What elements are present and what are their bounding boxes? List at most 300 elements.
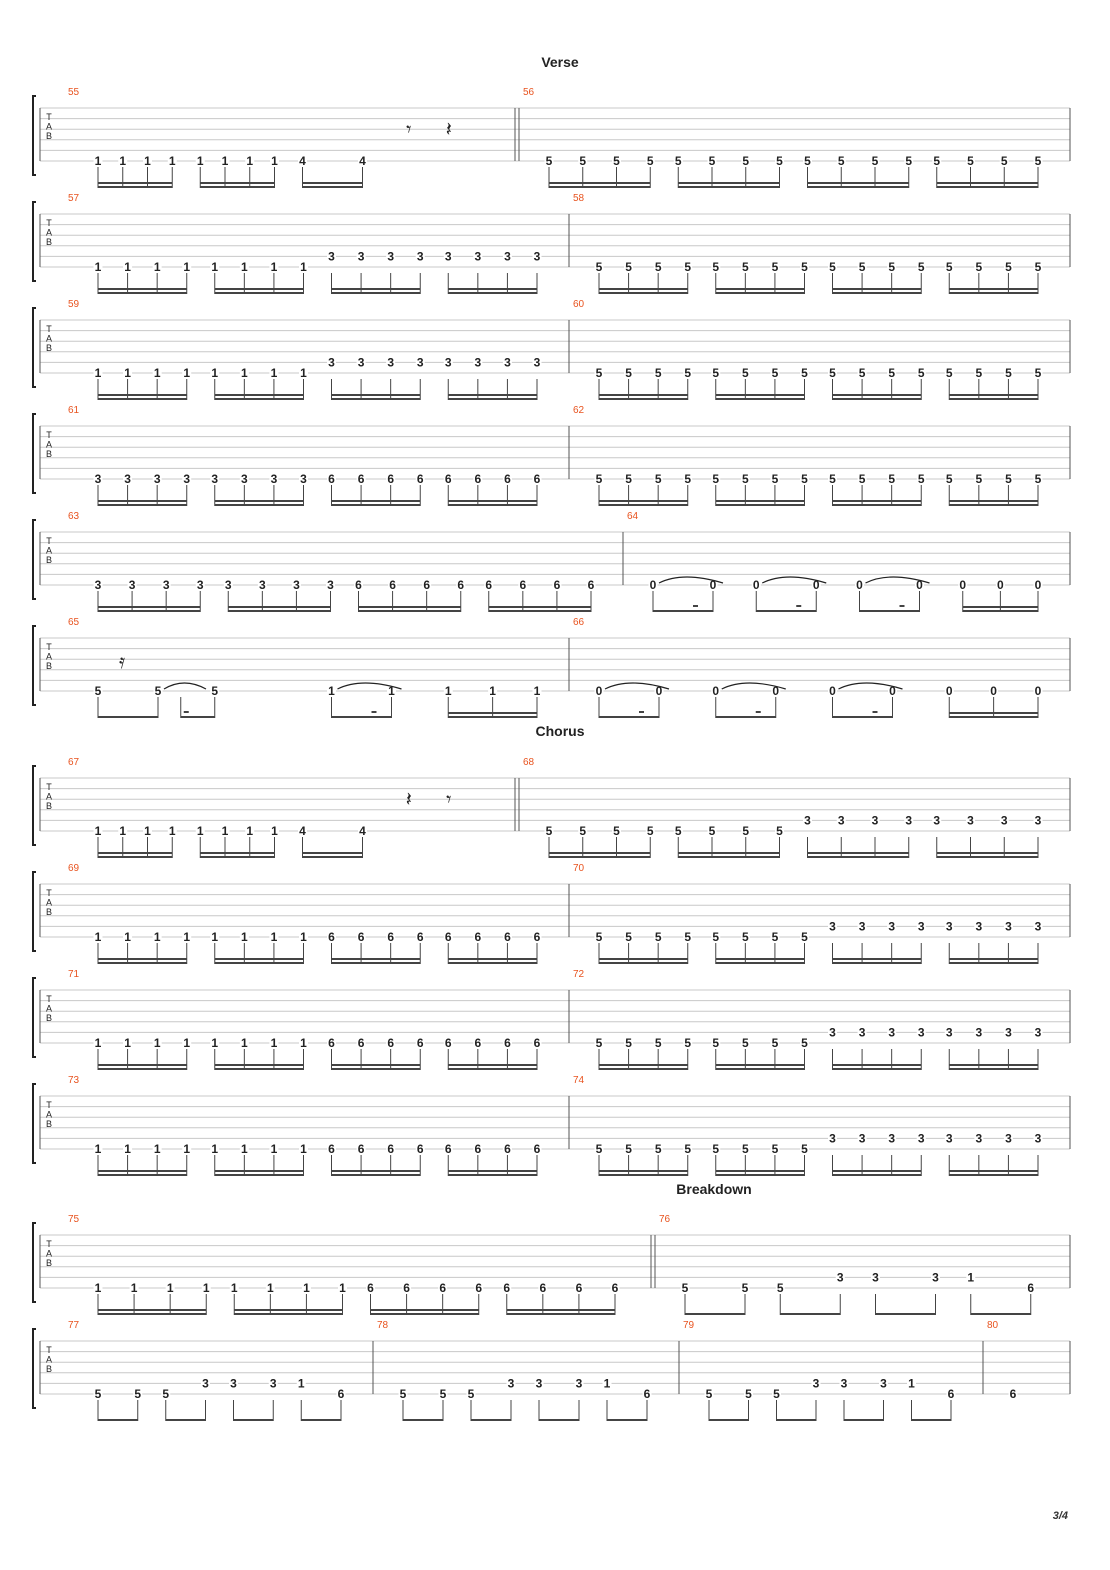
beam — [949, 398, 1038, 400]
fret-number: 0 — [856, 578, 863, 592]
fret-number: 5 — [917, 472, 925, 486]
fret-number: 1 — [94, 366, 102, 380]
beam — [949, 1068, 1038, 1070]
fret-number: 5 — [858, 366, 866, 380]
fret-number: 5 — [94, 684, 102, 698]
fret-number: 5 — [742, 824, 750, 838]
tab-clef-letter: B — [45, 907, 53, 917]
fret-number: 1 — [211, 1142, 219, 1156]
fret-number: 5 — [684, 930, 692, 944]
beam — [833, 716, 893, 718]
beam — [716, 1170, 805, 1172]
bar-number: 73 — [68, 1075, 80, 1086]
beam — [228, 606, 330, 608]
bar-number: 59 — [68, 299, 80, 310]
fret-number: 5 — [801, 1036, 808, 1050]
fret-number: 5 — [162, 1387, 170, 1401]
fret-number: 1 — [300, 930, 307, 944]
beam — [448, 712, 537, 714]
beam — [833, 958, 922, 960]
fret-number: 5 — [1034, 154, 1042, 168]
beam — [303, 186, 363, 188]
beam — [780, 1313, 840, 1315]
fret-number: 1 — [211, 1036, 219, 1050]
beam — [215, 398, 304, 400]
beam — [808, 856, 909, 858]
tab-clef-letter: A — [45, 791, 53, 802]
fret-number: 3 — [858, 1131, 866, 1146]
beam — [448, 288, 537, 290]
fret-number: 3 — [328, 355, 335, 370]
system-bracket — [33, 626, 36, 705]
beam — [215, 1064, 304, 1066]
tab-clef-letter: B — [45, 237, 53, 247]
beam-stub — [372, 711, 377, 713]
beam — [228, 610, 330, 612]
beam — [215, 1068, 304, 1070]
fret-number: 5 — [801, 930, 808, 944]
fret-number: 3 — [1034, 813, 1042, 828]
fret-number: 6 — [1009, 1387, 1017, 1401]
bar-number: 65 — [68, 617, 80, 628]
fret-number: 3 — [224, 578, 232, 592]
fret-number: 5 — [646, 824, 654, 838]
fret-number: 5 — [776, 154, 783, 168]
beam — [716, 962, 805, 964]
beam — [599, 292, 688, 294]
beam — [332, 500, 421, 502]
fret-number: 1 — [246, 154, 254, 168]
bar-number: 62 — [573, 405, 585, 416]
fret-number: 1 — [144, 154, 151, 168]
system-bracket — [33, 96, 36, 175]
fret-number: 5 — [771, 1142, 779, 1156]
beam — [860, 610, 920, 612]
fret-number: 5 — [646, 154, 654, 168]
beam-stub — [796, 605, 801, 607]
beam — [181, 716, 215, 718]
fret-number: 6 — [504, 1036, 511, 1050]
fret-number: 5 — [804, 154, 811, 168]
bar-number: 78 — [377, 1320, 389, 1331]
beam — [833, 394, 922, 396]
fret-number: 5 — [745, 1387, 752, 1401]
fret-number: 1 — [240, 260, 248, 274]
fret-number: 5 — [771, 260, 779, 274]
beam — [549, 856, 650, 858]
fret-number: 1 — [168, 824, 176, 838]
fret-number: 1 — [270, 930, 278, 944]
fret-number: 5 — [741, 1036, 749, 1050]
bar-number: 77 — [68, 1320, 80, 1331]
tab-clef-letter: A — [45, 1109, 53, 1120]
system-bracket — [33, 414, 36, 493]
tie — [164, 683, 206, 689]
beam — [716, 1068, 805, 1070]
fret-number: 5 — [625, 366, 632, 380]
beam — [448, 1170, 537, 1172]
fret-number: 3 — [202, 1376, 209, 1391]
tab-clef-letter: T — [46, 536, 52, 546]
fret-number: 3 — [804, 813, 811, 828]
tab-clef-letter: A — [45, 333, 53, 344]
beam — [912, 1419, 952, 1421]
beam — [607, 1419, 647, 1421]
fret-number: 1 — [124, 930, 131, 944]
fret-number: 0 — [889, 684, 896, 698]
beam — [98, 394, 187, 396]
fret-number: 3 — [504, 355, 511, 370]
fret-number: 4 — [359, 154, 366, 168]
fret-number: 3 — [858, 919, 866, 934]
beam — [489, 606, 591, 608]
beam — [489, 610, 591, 612]
beam — [833, 292, 922, 294]
tab-system — [33, 1320, 1070, 1421]
fret-number: 5 — [654, 260, 662, 274]
beam — [215, 1174, 304, 1176]
fret-number: 3 — [196, 578, 204, 592]
beam — [98, 398, 187, 400]
fret-number: 1 — [240, 1036, 248, 1050]
fret-number: 1 — [444, 684, 452, 698]
fret-number: 5 — [945, 260, 953, 274]
fret-number: 1 — [196, 824, 204, 838]
fret-number: 5 — [705, 1387, 713, 1401]
fret-number: 5 — [712, 1036, 720, 1050]
fret-number: 5 — [888, 260, 896, 274]
fret-number: 1 — [168, 154, 176, 168]
fret-number: 1 — [270, 1036, 278, 1050]
fret-number: 5 — [1000, 154, 1008, 168]
fret-number: 6 — [328, 472, 335, 486]
fret-number: 3 — [905, 813, 913, 828]
beam — [332, 1068, 421, 1070]
fret-number: 3 — [917, 1025, 925, 1040]
fret-number: 1 — [266, 1281, 274, 1295]
fret-number: 3 — [858, 1025, 866, 1040]
fret-number: 5 — [741, 472, 749, 486]
fret-number: 3 — [829, 1025, 836, 1040]
beam — [833, 288, 922, 290]
fret-number: 5 — [801, 366, 808, 380]
fret-number: 1 — [270, 260, 278, 274]
tab-system — [33, 617, 1070, 718]
fret-number: 5 — [134, 1387, 142, 1401]
fret-number: 1 — [183, 1036, 191, 1050]
section-label: Breakdown — [676, 1181, 752, 1197]
beam — [98, 504, 187, 506]
fret-number: 5 — [654, 1142, 662, 1156]
fret-number: 5 — [829, 472, 836, 486]
beam — [332, 288, 421, 290]
beam — [98, 288, 187, 290]
fret-number: 0 — [1034, 684, 1042, 698]
fret-number: 3 — [153, 472, 161, 486]
bar-number: 75 — [68, 1214, 80, 1225]
tab-clef-letter: A — [45, 227, 53, 238]
fret-number: 1 — [130, 1281, 138, 1295]
tab-system — [33, 1075, 1070, 1176]
tab-clef-letter: T — [46, 430, 52, 440]
bar-number: 67 — [68, 757, 80, 768]
fret-number: 5 — [933, 154, 941, 168]
tab-system — [33, 723, 1070, 858]
fret-number: 3 — [871, 813, 879, 828]
fret-number: 1 — [300, 260, 307, 274]
fret-number: 1 — [183, 366, 191, 380]
fret-number: 5 — [741, 366, 749, 380]
bar-number: 76 — [659, 1214, 671, 1225]
beam — [234, 1309, 342, 1311]
tab-clef-letter: B — [45, 449, 53, 459]
fret-number: 6 — [337, 1387, 345, 1401]
fret-number: 3 — [812, 1376, 820, 1391]
beam — [98, 1309, 206, 1311]
fret-number: 1 — [94, 930, 102, 944]
beam — [332, 398, 421, 400]
fret-number: 1 — [144, 824, 151, 838]
tab-clef-letter: T — [46, 642, 52, 652]
fret-number: 5 — [684, 260, 692, 274]
fret-number: 4 — [299, 824, 306, 838]
fret-number: 3 — [880, 1376, 887, 1391]
tab-clef-letter: T — [46, 888, 52, 898]
fret-number: 1 — [94, 1281, 102, 1295]
fret-number: 3 — [1005, 919, 1012, 934]
fret-number: 5 — [595, 366, 603, 380]
fret-number: 6 — [444, 472, 452, 486]
beam — [937, 856, 1038, 858]
fret-number: 1 — [303, 1281, 310, 1295]
fret-number: 5 — [742, 154, 750, 168]
sixteenth-rest: 𝄿 — [118, 651, 126, 673]
fret-number: 3 — [917, 1131, 925, 1146]
fret-number: 5 — [708, 154, 716, 168]
fret-number: 1 — [297, 1376, 305, 1391]
beam — [599, 288, 688, 290]
fret-number: 3 — [975, 1025, 983, 1040]
fret-number: 0 — [1034, 578, 1042, 592]
tab-clef-letter: T — [46, 1100, 52, 1110]
fret-number: 6 — [587, 578, 595, 592]
fret-number: 6 — [643, 1387, 651, 1401]
beam — [949, 958, 1038, 960]
fret-number: 5 — [776, 824, 783, 838]
tab-clef-letter: B — [45, 1119, 53, 1129]
fret-number: 3 — [1034, 1025, 1042, 1040]
beam — [777, 1419, 817, 1421]
beam — [332, 1170, 421, 1172]
beam — [716, 958, 805, 960]
fret-number: 0 — [997, 578, 1004, 592]
tab-system — [33, 511, 1070, 612]
tab-system — [33, 54, 1070, 188]
beam — [716, 1174, 805, 1176]
fret-number: 3 — [128, 578, 136, 592]
fret-number: 5 — [595, 472, 603, 486]
system-bracket — [33, 978, 36, 1057]
fret-number: 1 — [300, 366, 307, 380]
bar-number: 70 — [573, 863, 585, 874]
fret-number: 3 — [836, 1270, 844, 1285]
fret-number: 6 — [444, 930, 452, 944]
beam — [448, 394, 537, 396]
beam — [215, 292, 304, 294]
fret-number: 5 — [771, 930, 779, 944]
fret-number: 6 — [357, 1036, 365, 1050]
quarter-rest: 𝄽 — [445, 119, 452, 141]
fret-number: 6 — [328, 930, 335, 944]
tab-clef-letter: B — [45, 801, 53, 811]
fret-number: 6 — [474, 930, 482, 944]
beam — [98, 716, 158, 718]
beam — [716, 1064, 805, 1066]
tab-clef-letter: B — [45, 1364, 53, 1374]
tab-clef-letter: A — [45, 545, 53, 556]
fret-number: 1 — [300, 1036, 307, 1050]
fret-number: 5 — [595, 260, 603, 274]
fret-number: 6 — [387, 1036, 395, 1050]
fret-number: 6 — [357, 472, 365, 486]
beam — [98, 186, 172, 188]
beam — [808, 852, 909, 854]
quarter-rest: 𝄽 — [405, 789, 412, 811]
tab-clef-letter: A — [45, 897, 53, 908]
fret-number: 3 — [387, 249, 395, 264]
fret-number: 6 — [474, 1036, 482, 1050]
fret-number: 3 — [162, 578, 170, 592]
beam — [448, 962, 537, 964]
beam — [716, 398, 805, 400]
beam — [301, 1419, 341, 1421]
fret-number: 5 — [654, 1036, 662, 1050]
fret-number: 6 — [387, 1142, 395, 1156]
fret-number: 5 — [829, 366, 836, 380]
fret-number: 3 — [504, 249, 511, 264]
beam-stub — [184, 711, 189, 713]
fret-number: 1 — [153, 366, 161, 380]
beam — [215, 394, 304, 396]
fret-number: 3 — [293, 578, 300, 592]
fret-number: 0 — [712, 684, 720, 698]
fret-number: 5 — [871, 154, 879, 168]
fret-number: 5 — [945, 472, 953, 486]
system-bracket — [33, 766, 36, 845]
fret-number: 5 — [654, 472, 662, 486]
beam — [215, 962, 304, 964]
fret-number: 1 — [153, 930, 161, 944]
beam — [599, 394, 688, 396]
fret-number: 0 — [752, 578, 760, 592]
fret-number: 1 — [908, 1376, 915, 1391]
beam — [949, 1174, 1038, 1176]
beam — [448, 398, 537, 400]
fret-number: 1 — [119, 154, 127, 168]
fret-number: 5 — [684, 366, 692, 380]
eighth-rest: 𝄾 — [446, 789, 452, 811]
fret-number: 1 — [183, 930, 191, 944]
fret-number: 5 — [625, 260, 632, 274]
beam — [937, 186, 1038, 188]
fret-number: 6 — [328, 1036, 335, 1050]
fret-number: 3 — [357, 249, 365, 264]
beam — [166, 1419, 206, 1421]
bar-number: 71 — [68, 969, 80, 980]
tab-system — [33, 863, 1070, 964]
beam — [963, 610, 1038, 612]
beam — [98, 1170, 187, 1172]
beam — [215, 500, 304, 502]
beam — [371, 1313, 479, 1315]
fret-number: 1 — [153, 260, 161, 274]
fret-number: 3 — [124, 472, 131, 486]
beam — [98, 292, 187, 294]
beam — [98, 1313, 206, 1315]
fret-number: 3 — [945, 1025, 953, 1040]
fret-number: 3 — [533, 355, 541, 370]
fret-number: 5 — [595, 930, 603, 944]
fret-number: 3 — [945, 1131, 953, 1146]
fret-number: 5 — [829, 260, 836, 274]
fret-number: 5 — [975, 472, 983, 486]
bar-number: 55 — [68, 87, 80, 98]
fret-number: 5 — [1034, 260, 1042, 274]
bar-number: 61 — [68, 405, 80, 416]
fret-number: 1 — [124, 366, 131, 380]
fret-number: 5 — [545, 824, 553, 838]
beam — [549, 186, 650, 188]
beam-stub — [693, 605, 698, 607]
fret-number: 4 — [359, 824, 366, 838]
fret-number: 3 — [932, 1270, 939, 1285]
fret-number: 3 — [888, 1131, 896, 1146]
fret-number: 3 — [933, 813, 941, 828]
beam — [653, 610, 713, 612]
fret-number: 5 — [741, 1281, 749, 1295]
fret-number: 0 — [812, 578, 820, 592]
beam — [716, 504, 805, 506]
beam — [833, 1064, 922, 1066]
tab-clef-letter: A — [45, 121, 53, 132]
fret-number: 0 — [655, 684, 663, 698]
system-bracket — [33, 520, 36, 599]
beam — [332, 962, 421, 964]
beam — [448, 504, 537, 506]
tab-system — [33, 969, 1070, 1070]
beam — [200, 182, 274, 184]
fret-number: 3 — [94, 578, 102, 592]
fret-number: 5 — [595, 1036, 603, 1050]
fret-number: 5 — [888, 366, 896, 380]
beam — [215, 288, 304, 290]
beam — [678, 186, 779, 188]
fret-number: 5 — [773, 1387, 780, 1401]
fret-number: 1 — [94, 1036, 102, 1050]
beam-stub — [639, 711, 644, 713]
beam-stub — [873, 711, 878, 713]
beam — [599, 398, 688, 400]
beam — [833, 1068, 922, 1070]
fret-number: 3 — [975, 1131, 983, 1146]
fret-number: 3 — [357, 355, 365, 370]
fret-number: 0 — [945, 684, 953, 698]
fret-number: 5 — [712, 260, 720, 274]
fret-number: 3 — [945, 919, 953, 934]
fret-number: 6 — [444, 1036, 452, 1050]
fret-number: 6 — [423, 578, 431, 592]
bar-number: 79 — [683, 1320, 695, 1331]
